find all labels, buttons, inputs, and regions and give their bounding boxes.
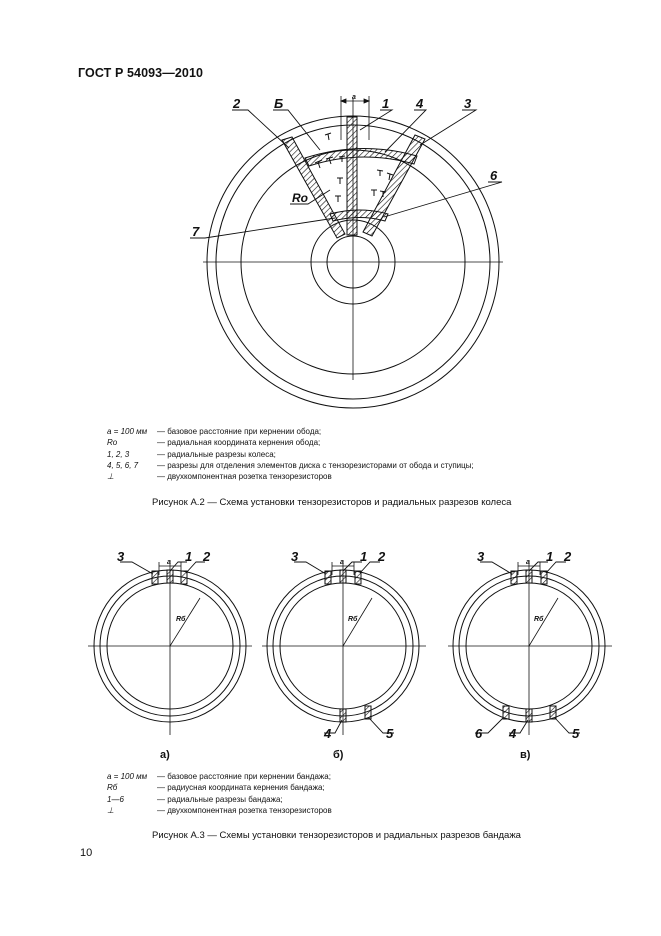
fig-a2-label-b: Б xyxy=(274,96,284,111)
fig-a3c-label-6: 6 xyxy=(475,726,483,741)
legend-symbol: 1—6 xyxy=(107,794,124,804)
fig-a3c-label-3: 3 xyxy=(477,549,485,564)
fig-a3b-label-2: 2 xyxy=(378,549,386,564)
legend-symbol: a = 100 мм xyxy=(107,427,148,436)
fig-a2-label-1: 1 xyxy=(382,96,390,111)
fig-a3b-label-5: 5 xyxy=(386,726,394,741)
legend-row xyxy=(107,771,507,782)
fig-a3b-rb: Rб xyxy=(348,616,358,623)
fig-a3c-dim-a: a xyxy=(526,559,530,566)
fig-a3c-label-4: 4 xyxy=(509,726,517,741)
fig-a3c-label-5: 5 xyxy=(572,726,580,741)
legend-symbol: Rб xyxy=(107,783,118,793)
fig-a3b-label-1: 1 xyxy=(360,549,368,564)
fig-a2-label-ro: Ro xyxy=(292,191,308,205)
fig-a3b-label-3: 3 xyxy=(291,549,299,564)
fig-a2-dimension-a: a xyxy=(352,94,356,101)
legend-description: — двухкомпонентная розетка тензорезисторов xyxy=(157,472,332,482)
fig-a3a-dim-a: a xyxy=(167,559,171,566)
legend-symbol: ⊥ xyxy=(107,472,114,482)
legend-symbol: 1, 2, 3 xyxy=(107,449,130,459)
legend-symbol: Ro xyxy=(107,438,118,448)
document-header: ГОСТ Р 54093—2010 xyxy=(78,66,204,80)
page-number: 10 xyxy=(80,847,93,859)
fig-a2-legend xyxy=(107,426,567,482)
legend-row xyxy=(107,460,567,471)
fig-a3-sublabel-a: а) xyxy=(160,749,170,761)
fig-a2-label-6: 6 xyxy=(490,168,498,183)
fig-a3a-rb: Rб xyxy=(176,616,186,623)
fig-a3-sublabel-c: в) xyxy=(520,749,531,761)
legend-symbol: ⊥ xyxy=(107,805,114,815)
fig-a3a-label-3: 3 xyxy=(117,549,125,564)
fig-a3c-label-2: 2 xyxy=(564,549,572,564)
legend-row xyxy=(107,782,507,793)
legend-description: — базовое расстояние при кернении бандажа; xyxy=(157,772,331,781)
fig-a2-label-2: 2 xyxy=(233,96,241,111)
legend-row xyxy=(107,437,567,448)
fig-a3-sublabel-b: б) xyxy=(333,749,344,761)
legend-row xyxy=(107,449,567,460)
fig-a2-label-7: 7 xyxy=(192,224,200,239)
fig-a3a-label-2: 2 xyxy=(203,549,211,564)
fig-a2-label-3: 3 xyxy=(464,96,472,111)
legend-symbol: 4, 5, 6, 7 xyxy=(107,460,139,470)
legend-row xyxy=(107,471,567,482)
legend-description: — радиальные разрезы бандажа; xyxy=(157,794,283,804)
legend-description: — базовое расстояние при кернении обода; xyxy=(157,427,322,436)
fig-a2-label-4: 4 xyxy=(416,96,424,111)
legend-symbol: a = 100 мм xyxy=(107,772,148,781)
fig-a3a-label-1: 1 xyxy=(185,549,193,564)
fig-a3b-label-4: 4 xyxy=(324,726,332,741)
fig-a2-caption: Рисунок А.2 — Схема установки тензорезисторов и радиальных разрезов колеса xyxy=(152,497,512,508)
fig-a3c-label-1: 1 xyxy=(546,549,554,564)
legend-description: — радиальные разрезы колеса; xyxy=(157,449,276,459)
legend-row xyxy=(107,794,507,805)
legend-description: — радиусная координата кернения бандажа; xyxy=(157,783,325,793)
legend-row xyxy=(107,426,567,437)
fig-a3b-dim-a: a xyxy=(340,559,344,566)
fig-a3c-rb: Rб xyxy=(534,616,544,623)
fig-a3-legend xyxy=(107,771,507,816)
legend-description: — разрезы для отделения элементов диска с тензорезисторами от обода и ступицы; xyxy=(157,460,474,470)
legend-row xyxy=(107,805,507,816)
legend-description: — двухкомпонентная розетка тензорезисторов xyxy=(157,805,332,815)
fig-a3-caption: Рисунок А.3 — Схемы установки тензорезисторов и радиальных разрезов бандажа xyxy=(152,830,521,841)
legend-description: — радиальная координата кернения обода; xyxy=(157,438,321,448)
